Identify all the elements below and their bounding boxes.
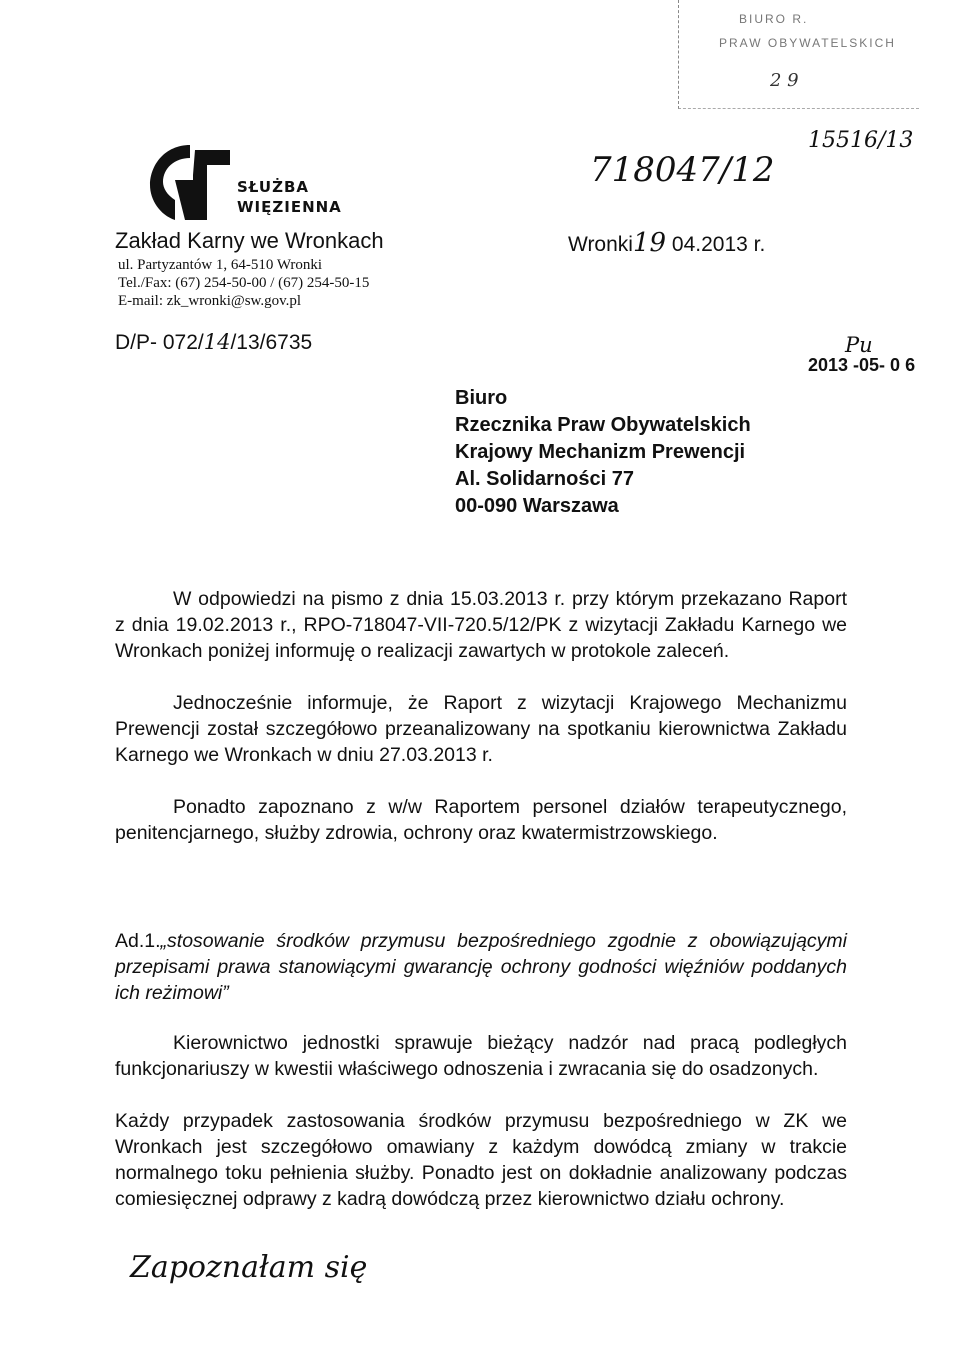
addressee <box>455 385 751 520</box>
place: Wronki <box>568 233 633 256</box>
addressee-line-5: 00-090 Warszawa <box>455 495 619 517</box>
item-ad-1 <box>115 928 847 1006</box>
paragraph-2: Jednocześnie informuje, że Raport z wizytacji Krajowego Mechanizmu Prewencji został szczegółowo przeanalizowany na spotkaniu kierownictwa Zakładu Karnego we Wronkach w dniu 27.03.2013 r. <box>115 692 847 766</box>
item-ad-1-label: Ad.1. <box>115 930 161 952</box>
incoming-stamp <box>678 0 919 109</box>
institution-email: E-mail: zk_wronki@sw.gov.pl <box>118 293 302 309</box>
reference-suffix: /13/6735 <box>230 331 313 354</box>
reference-handwritten: 14 <box>203 330 231 354</box>
paragraph-1: W odpowiedzi na pismo z dnia 15.03.2013 r. przy którym przekazano Raport z dnia 19.02.2013 r., RPO-718047-VII-720.5/12/PK z wizytacji Zakładu Karnego we Wronkach poniżej informuję o realizacji zawartych w protokole zaleceń. <box>115 588 847 662</box>
received-date-stamp: 2013 -05- 0 6 <box>808 355 916 375</box>
addressee-line-2: Rzecznika Praw Obywatelskich <box>455 414 751 436</box>
case-number: 718047/12 <box>590 150 775 190</box>
registry-number: 15516/13 <box>808 128 914 153</box>
institution-name: Zakład Karny we Wronkach <box>115 228 384 253</box>
sluzba-wiezienna-emblem-icon <box>145 140 235 225</box>
reference-number <box>115 330 312 355</box>
addressee-line-1: Biuro <box>455 387 508 409</box>
handwritten-acknowledgement: Zapoznałam się <box>130 1250 368 1285</box>
logo <box>145 140 365 225</box>
received-initials: Pu <box>845 333 873 357</box>
handwritten-day: 19 <box>632 228 667 258</box>
place-date <box>568 228 765 258</box>
date: 04.2013 r. <box>671 233 766 256</box>
logo-line-2: WIĘZIENNA <box>237 198 342 216</box>
addressee-line-3: Krajowy Mechanizm Prewencji <box>455 441 746 463</box>
institution-address: ul. Partyzantów 1, 64-510 Wronki <box>118 257 323 273</box>
paragraph-4: Kierownictwo jednostki sprawuje bieżący nadzór nad pracą podległych funkcjonariuszy w kwestii właściwego odnoszenia i zwracania się do osadzonych. <box>115 1032 847 1080</box>
stamp-text-1: BIURO R. <box>739 12 809 26</box>
paragraph-5: Każdy przypadek zastosowania środków przymusu bezpośredniego w ZK we Wronkach jest szczegółowo omawiany z każdym dowódcą zmiany w trakcie normalnego toku pełnienia służby. Ponadto jest on dokładnie analizowany podczas comiesięcznej odprawy z kadrą dowódczą przez kierownictwo działu ochrony. <box>115 1110 847 1210</box>
stamp-text-2: PRAW OBYWATELSKICH <box>719 36 896 50</box>
item-ad-1-quote: „stosowanie środków przymusu bezpośredniego zgodnie z obowiązującymi przepisami prawa stanowiącymi gwarancję ochrony godności więźniów poddanych ich reżimowi” <box>115 930 847 1004</box>
reference-prefix: D/P- 072/ <box>115 331 204 354</box>
addressee-line-4: Al. Solidarności 77 <box>455 468 634 490</box>
institution-phone: Tel./Fax: (67) 254-50-00 / (67) 254-50-15 <box>118 275 370 291</box>
paragraph-3: Ponadto zapoznano z w/w Raportem personel działów terapeutycznego, penitencjarnego, służby zdrowia, ochrony oraz kwatermistrzowskiego. <box>115 796 847 844</box>
logo-line-1: SŁUŻBA <box>237 178 309 196</box>
stamp-handwritten-date: 2 9 <box>770 70 799 91</box>
